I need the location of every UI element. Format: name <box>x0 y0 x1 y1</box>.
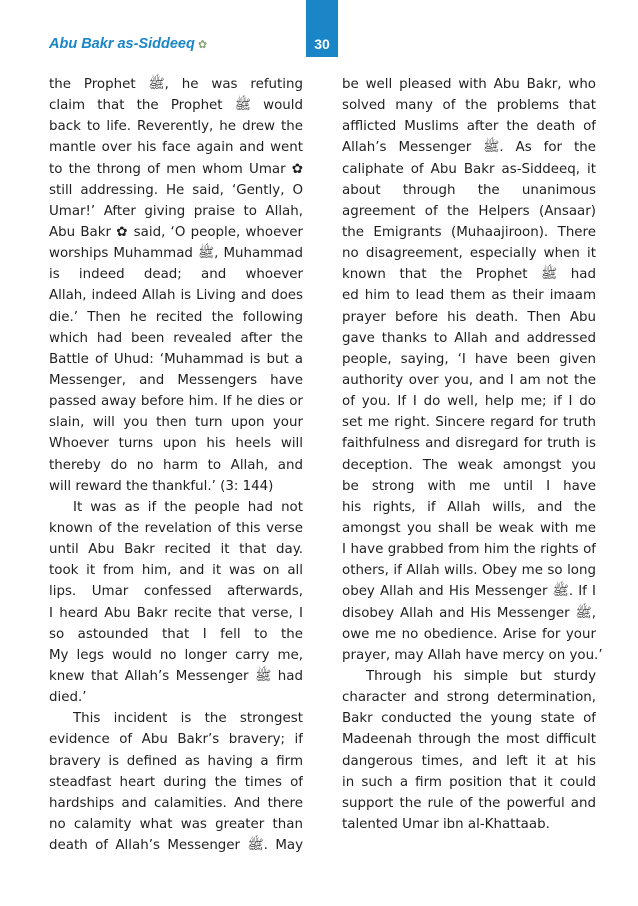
text-line: prayer, may Allah have mercy on you.’ <box>342 647 603 663</box>
text-line: Whoever turns upon his heels will <box>49 436 303 452</box>
page-number-tab <box>306 0 338 57</box>
text-line: character and strong determination, <box>342 690 596 706</box>
text-line: known that the Prophet ﷺ had <box>342 267 596 283</box>
text-line: steadfast heart during the times of <box>49 774 303 790</box>
text-line: be strong with me until I have <box>342 478 596 494</box>
text-line: Umar!’ After giving praise to Allah, <box>49 203 303 219</box>
text-line: lips. Umar confessed afterwards, <box>49 584 303 600</box>
book-title: Abu Bakr as-Siddeeq <box>49 36 195 52</box>
right-column <box>342 74 603 835</box>
text-line: Through his simple but sturdy <box>366 668 596 684</box>
text-line: Madeenah through the most difficult <box>342 732 596 748</box>
text-line: Allah’s Messenger ﷺ. As for the <box>342 140 596 156</box>
text-line: Messenger, and Messengers have <box>49 372 303 388</box>
text-line: thereby do no harm to Allah, and <box>49 457 303 473</box>
text-line: about through the unanimous <box>342 182 596 198</box>
text-line: his rights, if Allah wills, and the <box>342 499 596 515</box>
text-line: knew that Allah’s Messenger ﷺ had <box>49 668 303 684</box>
text-line: caliphate of Abu Bakr as-Siddeeq, it <box>342 161 596 177</box>
text-line: is indeed dead; and whoever <box>49 267 303 283</box>
text-line: It was as if the people had not <box>73 499 303 515</box>
text-line: people, saying, ‘I have been given <box>342 351 596 367</box>
text-line: dangerous times, and left it at his <box>342 753 596 769</box>
text-line: no disagreement, especially when it <box>342 246 596 262</box>
text-line: the Prophet ﷺ, he was refuting <box>49 77 303 92</box>
text-line: others, if Allah wills. Obey me so long <box>342 563 596 579</box>
text-line: Battle of Uhud: ‘Muhammad is but a <box>49 351 303 367</box>
text-line: agreement of the Helpers (Ansaar) <box>342 203 596 219</box>
text-line: slain, will you then turn upon your <box>49 415 303 431</box>
text-line: Allah, indeed Allah is Living and does <box>49 288 303 304</box>
text-line: claim that the Prophet ﷺ would <box>49 98 303 114</box>
text-line: known of the revelation of this verse <box>49 520 303 536</box>
text-line: evidence of Abu Bakr’s bravery; if <box>49 732 303 748</box>
text-line: This incident is the strongest <box>73 711 303 727</box>
text-line: obey Allah and His Messenger ﷺ. If I <box>342 584 596 600</box>
text-line: faithfulness and disregard for truth is <box>342 436 596 452</box>
text-line: solved many of the problems that <box>342 98 596 114</box>
text-line: My legs would no longer carry me, <box>49 647 303 663</box>
text-line: back to life. Reverently, he drew the <box>49 119 303 135</box>
text-line: until Abu Bakr recited it that day. <box>49 542 303 558</box>
text-line: hardships and calamities. And there <box>49 795 303 811</box>
running-head <box>49 36 207 52</box>
text-line: worships Muhammad ﷺ, Muhammad <box>49 246 303 262</box>
text-line: die.’ Then he recited the following <box>49 309 303 325</box>
text-line: died.’ <box>49 690 87 706</box>
text-line: set me right. Sincere regard for truth <box>342 415 596 431</box>
text-line: passed away before him. If he dies or <box>49 394 303 410</box>
text-line: no calamity what was greater than <box>49 816 303 832</box>
text-line: Abu Bakr ✿ said, ‘O people, whoever <box>49 224 303 240</box>
text-line: talented Umar ibn al-Khattaab. <box>342 816 550 832</box>
text-line: support the rule of the powerful and <box>342 795 596 811</box>
text-line: ed him to lead them as their imaam <box>342 288 596 304</box>
text-line: still addressing. He said, ‘Gently, O <box>49 182 303 198</box>
text-line: Bakr conducted the young state of <box>342 711 596 727</box>
text-line: mantle over his face again and went <box>49 140 303 156</box>
text-line: amongst you shall be weak with me <box>342 520 596 536</box>
text-line: prayer before his death. Then Abu <box>342 309 596 325</box>
text-line: will reward the thankful.’ (3: 144) <box>49 478 274 494</box>
text-line: death of Allah’s Messenger ﷺ. May <box>49 838 303 854</box>
text-line: afflicted Muslims after the death of <box>342 119 596 135</box>
text-line: owe me no obedience. Arise for your <box>342 626 596 642</box>
honorific-symbol: ✿ <box>197 39 208 51</box>
text-line: be well pleased with Abu Bakr, who <box>342 77 596 92</box>
text-line: disobey Allah and His Messenger ﷺ, <box>342 605 596 621</box>
text-line: deception. The weak amongst you <box>342 457 596 473</box>
text-line: the Emigrants (Muhaajiroon). There <box>342 224 596 240</box>
page-number: 30 <box>314 36 330 52</box>
text-line: of you. If I do well, help me; if I do <box>342 394 596 410</box>
text-line: I have grabbed from him the rights of <box>342 542 596 558</box>
text-line: gave thanks to Allah and addressed <box>342 330 596 346</box>
text-line: which had been revealed after the <box>49 330 303 346</box>
text-line: to the throng of men whom Umar ✿ <box>49 161 303 177</box>
text-line: took it from him, and it was on all <box>49 563 303 579</box>
text-line: authority over you, and I am not the <box>342 372 596 388</box>
text-line: bravery is defined as having a firm <box>49 753 303 769</box>
text-line: so astounded that I fell to the <box>49 626 303 642</box>
text-line: I heard Abu Bakr recite that verse, I <box>49 605 303 621</box>
text-line: in such a firm position that it could <box>342 774 596 790</box>
left-column <box>49 74 303 856</box>
